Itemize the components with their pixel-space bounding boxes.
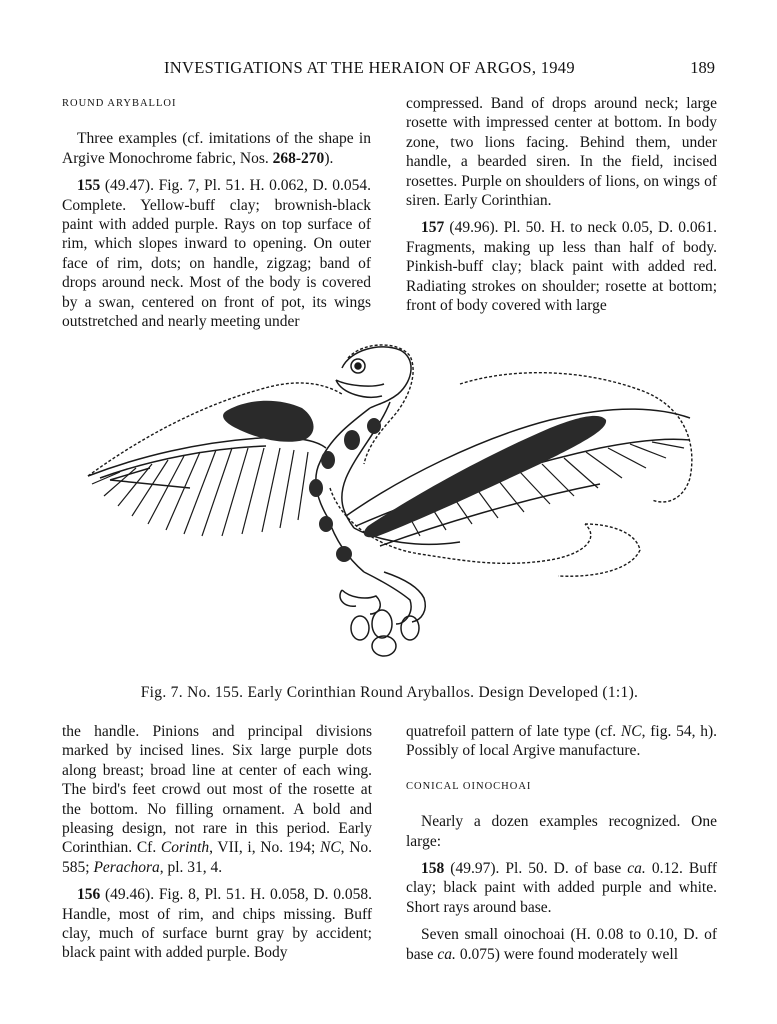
conical-oinochoai-intro: Nearly a dozen examples recognized. One large: (406, 813, 717, 850)
column-bottom-right (406, 722, 717, 964)
entry-156: 156 (49.46). Fig. 8, Pl. 51. H. 0.058, D. 0.058. Handle, most of rim, and chips missing. Buff clay, much of surface burnt gray by accident; black paint with added purple. Body (62, 886, 372, 962)
running-title: INVESTIGATIONS AT THE HERAION OF ARGOS, 1949 (164, 58, 575, 77)
entry-155: 155 (49.47). Fig. 7, Pl. 51. H. 0.062, D. 0.054. Complete. Yellow-buff clay; brownish-black paint with added purple. Rays on top surface of rim, which slopes inward to opening. On outer face of rim, dots; on handle, zigzag; band of drops around neck. Most of the body is covered by a swan, centered on front of pot, its wings outstretched and nearly meeting under (62, 177, 371, 331)
column-bottom-left (62, 722, 372, 963)
figure-caption: Fig. 7. No. 155. Early Corinthian Round Aryballos. Design Developed (1:1). (140, 684, 639, 701)
entry-157-continued: quatrefoil pattern of late type (cf. NC, fig. 54, h). Possibly of local Argive manufacture. (406, 723, 717, 760)
entry-number: 155 (77, 177, 101, 195)
column-top-right (406, 94, 717, 315)
swan-design-illustration (80, 328, 710, 668)
entry-number: 156 (77, 886, 101, 904)
section-heading-conical-oinochoai: CONICAL OINOCHOAI (406, 780, 532, 792)
entry-number: 158 (421, 860, 445, 878)
column-top-left (62, 94, 371, 331)
entry-156-continued: compressed. Band of drops around neck; large rosette with impressed center at bottom. In body zone, two lions facing. Behind them, under handle, a bearded siren. In the field, incised rosettes. Purple on shoulders of lions, on wings of siren. Early Corinthian. (406, 95, 717, 210)
small-oinochoai-paragraph: Seven small oinochoai (H. 0.08 to 0.10, D. of base ca. 0.075) were found moderately well (406, 926, 717, 963)
figure-7-swan-drawing (80, 328, 710, 668)
running-head (60, 58, 717, 82)
section-heading-round-aryballoi: ROUND ARYBALLOI (62, 98, 177, 109)
round-aryballoi-intro: Three examples (cf. imitations of the shape in Argive Monochrome fabric, Nos. 268-270). (62, 130, 371, 167)
entry-number: 157 (421, 219, 445, 237)
entry-155-continued: the handle. Pinions and principal divisions marked by incised lines. Six large purple dots along breast; broad line at center of each wing. The bird's feet crowd out most of the rosette at the bottom. No filling ornament. A bold and pleasing design, not rare in this period. Early Corinthian. Cf. Corinth, VII, i, No. 194; NC, No. 585; Perachora, pl. 31, 4. (62, 723, 373, 876)
entry-157: 157 (49.96). Pl. 50. H. to neck 0.05, D. 0.061. Fragments, making up less than half of body. Pinkish-buff clay; black paint with added red. Radiating strokes on shoulder; rosette at bottom; front of body covered with large (406, 219, 718, 315)
entry-158: 158 (49.97). Pl. 50. D. of base ca. 0.12. Buff clay; black paint with added purple and white. Short rays around base. (406, 860, 718, 916)
intro-cross-reference: 268-270 (272, 149, 325, 167)
page-number: 189 (690, 58, 715, 77)
